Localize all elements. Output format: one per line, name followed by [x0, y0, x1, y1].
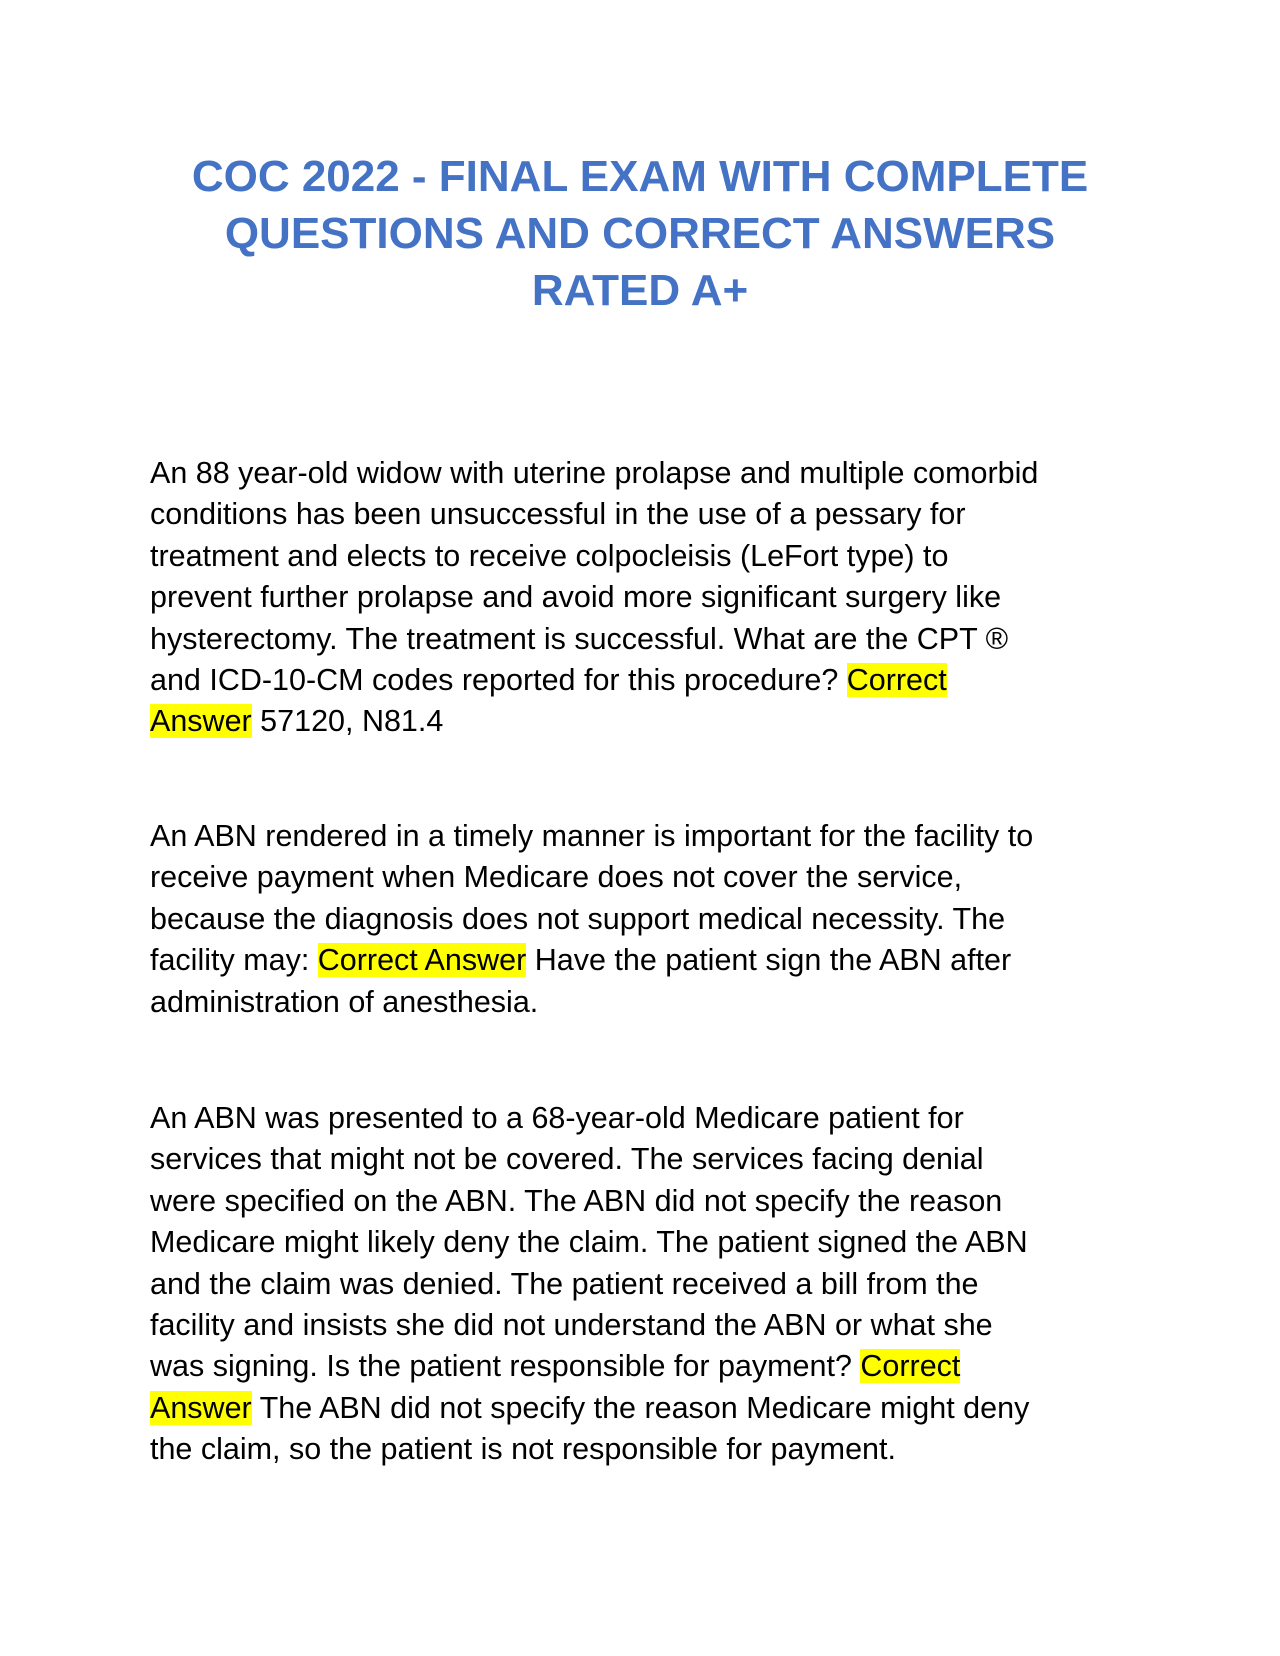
- answer-text: Have the patient sign the ABN after: [526, 943, 1012, 978]
- question-line: An 88 year-old widow with uterine prolapse and multiple comorbid: [150, 456, 1039, 490]
- question-line: and the claim was denied. The patient received a bill from the: [150, 1266, 979, 1301]
- correct-answer-highlight: Answer: [150, 704, 252, 739]
- question-line: An ABN rendered in a timely manner is important for the facility to: [150, 819, 1034, 853]
- question-block-2: [150, 816, 1140, 1023]
- question-line: prevent further prolapse and avoid more significant surgery like: [150, 580, 1002, 615]
- question-line-with-marker: [150, 1346, 1140, 1387]
- correct-answer-highlight: Correct Answer: [317, 943, 527, 978]
- question-line: conditions has been unsuccessful in the use of a pessary for: [150, 497, 966, 532]
- question-line: Medicare might likely deny the claim. The patient signed the ABN: [150, 1225, 1028, 1260]
- answer-line: [150, 701, 1140, 742]
- title-line: RATED A+: [531, 266, 749, 315]
- answer-line: administration of anesthesia.: [150, 984, 539, 1019]
- answer-line: the claim, so the patient is not responsible for payment.: [150, 1432, 896, 1467]
- document-title: [150, 148, 1130, 319]
- correct-answer-highlight: Correct: [846, 663, 947, 698]
- question-line: hysterectomy. The treatment is successful. What are the CPT ®: [150, 621, 1009, 656]
- title-line: COC 2022 - FINAL EXAM WITH COMPLETE: [191, 152, 1089, 201]
- question-line: An ABN was presented to a 68-year-old Medicare patient for: [150, 1101, 964, 1135]
- question-line: treatment and elects to receive colpocleisis (LeFort type) to: [150, 538, 949, 573]
- question-text: facility may:: [150, 943, 318, 978]
- question-line: services that might not be covered. The services facing denial: [150, 1142, 984, 1177]
- question-block-3: [150, 1098, 1140, 1471]
- question-text: and ICD-10-CM codes reported for this procedure?: [150, 663, 847, 698]
- answer-text: The ABN did not specify the reason Medicare might deny: [251, 1390, 1030, 1425]
- title-line: QUESTIONS AND CORRECT ANSWERS: [224, 209, 1056, 258]
- question-line-with-marker: [150, 660, 1140, 701]
- question-line: receive payment when Medicare does not cover the service,: [150, 860, 963, 895]
- correct-answer-highlight: Answer: [150, 1390, 252, 1425]
- question-line-with-marker: [150, 940, 1140, 981]
- question-line: were specified on the ABN. The ABN did not specify the reason: [150, 1183, 1003, 1218]
- answer-text: 57120, N81.4: [251, 704, 444, 739]
- question-block-1: [150, 453, 1140, 743]
- question-text: was signing. Is the patient responsible for payment?: [150, 1349, 861, 1384]
- correct-answer-highlight: Correct: [860, 1349, 961, 1384]
- question-line: because the diagnosis does not support medical necessity. The: [150, 901, 1006, 936]
- question-line: facility and insists she did not understand the ABN or what she: [150, 1308, 993, 1343]
- answer-line: [150, 1388, 1140, 1429]
